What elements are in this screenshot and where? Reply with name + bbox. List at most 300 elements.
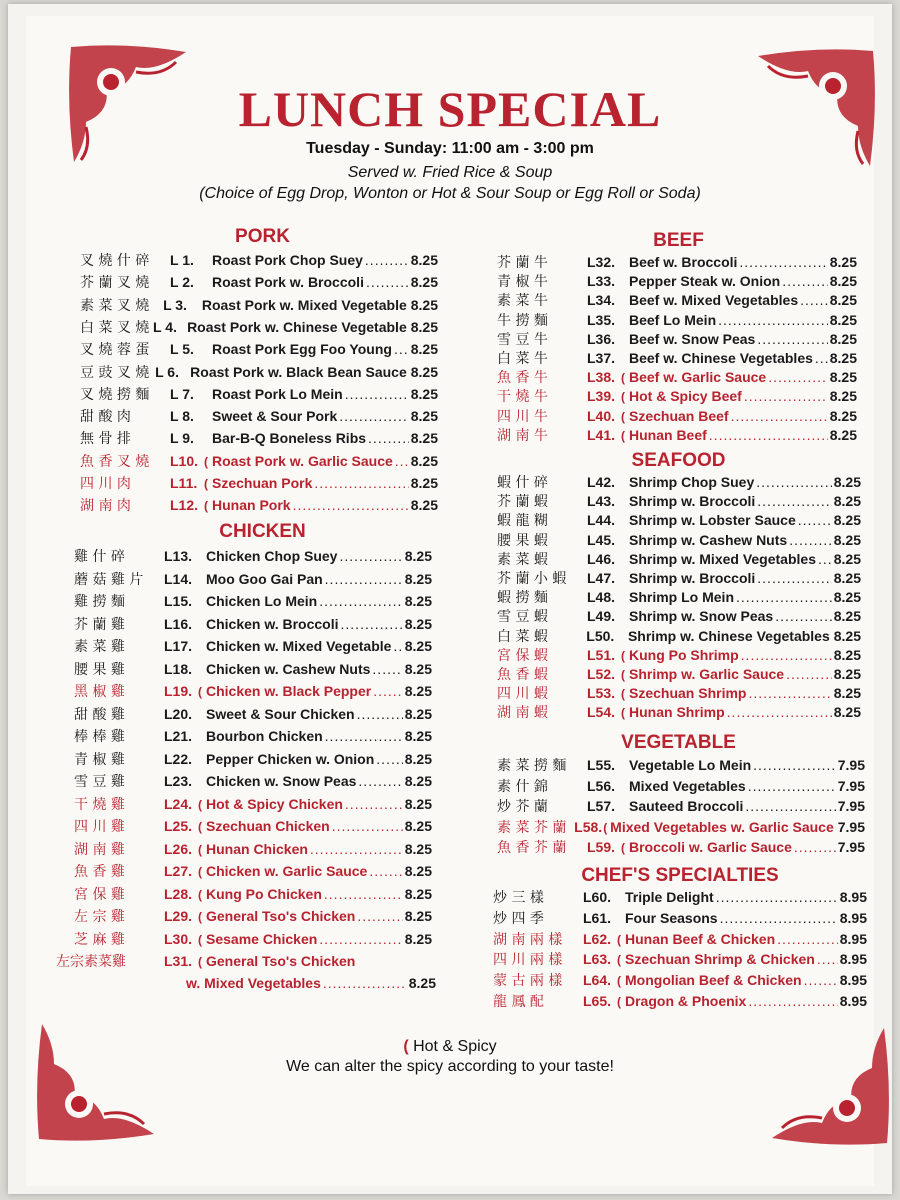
chinese-name: 素 菜 芥 蘭: [497, 819, 567, 836]
item-name: Sweet & Sour Chicken: [206, 705, 355, 722]
item-code: L25.: [164, 818, 193, 834]
dot-leader: [782, 273, 828, 289]
chinese-name: 芥 蘭 蝦: [497, 494, 548, 511]
section-title-vegetable: VEGETABLE: [621, 732, 736, 753]
chinese-name: 腰 果 雞: [74, 661, 125, 678]
menu-item-l27: [74, 861, 432, 881]
item-price: 8.25: [833, 704, 861, 721]
menu-item-l50: [497, 626, 861, 646]
dot-leader: [332, 818, 403, 834]
item-name: Vegetable Lo Mein: [629, 757, 752, 773]
dot-leader: [394, 341, 409, 357]
menu-item-l49: [497, 606, 861, 626]
chinese-name: 芥 蘭 小 蝦: [497, 571, 567, 587]
dot-leader: [345, 386, 409, 402]
item-code: L62.: [583, 930, 612, 947]
menu-item-l11: [80, 473, 438, 493]
section-title-chicken: CHICKEN: [219, 521, 306, 542]
item-code: L57.: [587, 798, 616, 814]
dot-leader: [314, 475, 408, 491]
item-name: Pepper Steak w. Onion: [629, 273, 781, 290]
item-name: Roast Pork w. Mixed Vegetable: [201, 296, 407, 313]
item-price: 8.95: [839, 951, 867, 968]
menu-item-l5: [80, 339, 438, 359]
item-price: 8.25: [404, 930, 432, 947]
menu-item-l13: [74, 546, 432, 566]
menu-item-l54: [497, 702, 861, 722]
dot-leader: [357, 706, 403, 722]
item-name: Szechuan Shrimp & Chicken: [625, 951, 815, 968]
dot-leader: [748, 685, 831, 701]
dot-leader: [804, 972, 838, 988]
dot-leader: [817, 951, 838, 967]
item-name: Shrimp w. Broccoli: [629, 570, 756, 586]
menu-item-l14: [74, 569, 432, 589]
chinese-name: 芥 蘭 牛: [497, 255, 548, 271]
chinese-name: 干 燒 雞: [74, 796, 125, 813]
chili-pepper-icon: (: [621, 409, 625, 424]
item-code: L52.: [587, 666, 616, 682]
item-name: Beef w. Mixed Vegetables: [629, 292, 799, 309]
item-code: L46.: [587, 550, 616, 567]
menu-item-l20: [74, 704, 432, 724]
item-name: Broccoli w. Garlic Sauce: [629, 839, 792, 855]
menu-item-l37: [497, 348, 857, 368]
chinese-name: 湖 南 雞: [74, 841, 125, 858]
chinese-name: 牛 撈 麵: [497, 312, 548, 329]
dot-leader: [731, 408, 828, 424]
dot-leader: [325, 728, 403, 744]
menu-item-l10: [80, 451, 438, 471]
menu-item-l12: [80, 495, 438, 515]
menu-item-l19: [74, 681, 432, 701]
item-price: 7.95: [837, 818, 865, 835]
chili-pepper-icon: (: [603, 820, 608, 835]
menu-item-l44: [497, 510, 861, 530]
menu-item-l61: [493, 908, 867, 928]
dot-leader: [718, 312, 828, 328]
chinese-name: 蝦 什 碎: [497, 475, 548, 491]
dot-leader: [310, 841, 403, 857]
chinese-name: 雞 什 碎: [74, 549, 125, 565]
chinese-name: 甜 酸 雞: [74, 706, 125, 723]
dot-leader: [365, 252, 409, 268]
chinese-name: 叉 燒 什 碎: [80, 253, 150, 269]
dot-leader: [744, 388, 828, 404]
chinese-name: 炒 四 季: [493, 910, 544, 927]
item-name: Shrimp w. Broccoli: [629, 493, 756, 510]
item-price: 8.25: [829, 292, 857, 309]
chili-pepper-icon: (: [621, 706, 625, 721]
menu-item-l47: [497, 568, 861, 588]
menu-item-l28: [74, 884, 432, 904]
item-price: 8.25: [829, 254, 857, 270]
menu-item-l40: [497, 406, 857, 426]
chinese-name: 素 菜 蝦: [497, 551, 548, 568]
menu-item-l43: [497, 491, 861, 511]
chili-pepper-icon: (: [204, 454, 208, 469]
item-price: 8.25: [404, 570, 432, 587]
lunch-hours: Tuesday - Sunday: 11:00 am - 3:00 pm: [306, 140, 594, 157]
dot-leader: [325, 571, 403, 587]
item-name: Hot & Spicy Chicken: [206, 795, 343, 812]
menu-item-l56: [497, 776, 865, 796]
spice-note: We can alter the spicy according to your taste!: [286, 1058, 614, 1075]
item-name: Roast Pork w. Broccoli: [212, 274, 364, 291]
menu-item-l41: [497, 425, 857, 445]
item-name: Shrimp w. Garlic Sauce: [629, 666, 785, 682]
dot-leader: [800, 292, 828, 308]
menu-item-l58: [497, 817, 865, 837]
dot-leader: [373, 683, 403, 699]
chinese-name: 宮 保 蝦: [497, 647, 548, 664]
item-code: L50.: [586, 627, 615, 644]
item-price: 8.25: [410, 452, 438, 469]
chinese-name: 叉 燒 蓉 蛋: [80, 342, 150, 359]
item-name: Beef w. Snow Peas: [629, 330, 756, 347]
item-code: L42.: [587, 474, 616, 490]
item-code: L60.: [583, 889, 612, 905]
dot-leader: [376, 751, 402, 767]
floral-corner-ornament-icon: [34, 1014, 164, 1144]
dot-leader: [358, 773, 402, 789]
item-code: L32.: [587, 254, 616, 270]
dot-leader: [324, 886, 403, 902]
item-price: 8.95: [839, 972, 867, 989]
item-code: L61.: [583, 909, 612, 926]
dot-leader: [768, 369, 828, 385]
item-price: 8.25: [829, 388, 857, 405]
menu-item-l57: [497, 796, 865, 816]
chinese-name: 魚 香 叉 燒: [80, 453, 150, 470]
item-price: 8.25: [404, 705, 432, 722]
item-price: 8.25: [833, 512, 861, 529]
item-code: L16.: [164, 615, 193, 632]
item-price: 8.25: [833, 531, 861, 548]
menu-item-l8: [80, 406, 438, 426]
item-code: L 4.: [153, 318, 177, 335]
chili-pepper-icon: (: [621, 841, 625, 855]
item-name: Hunan Shrimp: [629, 704, 725, 721]
item-price: 8.25: [410, 341, 438, 358]
item-name: Szechuan Beef: [629, 407, 729, 424]
item-name: General Tso's Chicken: [206, 908, 356, 924]
item-price: 8.95: [839, 909, 867, 926]
dot-leader: [748, 778, 836, 794]
item-code: L38.: [587, 369, 616, 386]
chinese-name: 湖 南 蝦: [497, 705, 548, 722]
chinese-name: 白 菜 叉 燒: [80, 319, 150, 336]
menu-item-l6: [80, 362, 438, 382]
chinese-name: 芝 麻 雞: [74, 931, 125, 948]
item-name: Dragon & Phoenix: [625, 993, 747, 1009]
chili-pepper-icon: (: [198, 932, 202, 947]
chinese-name: 湖 南 肉: [80, 498, 131, 515]
chili-pepper-icon: (: [198, 842, 202, 857]
chinese-name: 湖 南 兩 樣: [493, 931, 563, 948]
chili-pepper-icon: (: [621, 390, 625, 405]
item-price: 8.25: [404, 795, 432, 812]
chinese-name: 四 川 肉: [80, 476, 131, 492]
item-code: L20.: [164, 705, 193, 722]
dot-leader: [319, 593, 403, 609]
item-name: Shrimp w. Snow Peas: [629, 608, 774, 625]
chinese-name: 蘑 菇 雞 片: [74, 571, 144, 588]
menu-item-l36: [497, 329, 857, 349]
item-code: L23.: [164, 773, 193, 789]
item-code: L17.: [164, 638, 193, 654]
menu-item-l46: [497, 549, 861, 569]
item-code: L28.: [164, 885, 193, 902]
chinese-name: 雪 豆 蝦: [497, 609, 548, 626]
item-price: 8.25: [410, 385, 438, 402]
chinese-name: 魚 香 牛: [497, 370, 548, 387]
menu-item-l17: [74, 636, 432, 656]
item-name: Roast Pork w. Black Bean Sauce: [190, 363, 407, 380]
item-code: L10.: [170, 452, 199, 469]
item-price: 7.95: [837, 777, 865, 794]
chili-pepper-icon: (: [204, 499, 208, 514]
item-code: L26.: [164, 840, 193, 857]
menu-item-l34: [497, 290, 857, 310]
item-name: Roast Pork Chop Suey: [212, 252, 363, 268]
chinese-name: 四 川 兩 樣: [493, 952, 563, 969]
menu-item-l39: [497, 386, 857, 406]
dot-leader: [748, 993, 837, 1009]
item-price: 8.25: [829, 407, 857, 424]
item-code: L59.: [587, 839, 616, 855]
menu-item-l42: [497, 472, 861, 492]
menu-item-l32: [497, 252, 857, 272]
item-code: L14.: [164, 570, 193, 587]
item-name: Roast Pork Egg Foo Young: [212, 341, 392, 358]
chili-pepper-icon: (: [198, 797, 202, 812]
chinese-name: 魚 香 芥 蘭: [497, 840, 567, 856]
chinese-name: 叉 燒 撈 麵: [80, 386, 150, 403]
item-name: Bourbon Chicken: [206, 728, 323, 744]
menu-item-l45: [497, 530, 861, 550]
menu-item-l64: [493, 970, 867, 990]
item-code: L 6.: [155, 363, 179, 380]
item-code: L18.: [164, 660, 193, 677]
menu-title: LUNCH SPECIAL: [238, 81, 662, 137]
item-name: Kung Po Chicken: [206, 885, 322, 902]
item-price: 8.25: [833, 608, 861, 625]
item-price: 8.25: [404, 908, 432, 924]
item-code: L47.: [587, 570, 616, 586]
item-price: 8.95: [839, 889, 867, 905]
chinese-name: 蒙 古 兩 樣: [493, 973, 563, 990]
item-price: 8.25: [410, 408, 438, 425]
item-name: Shrimp w. Mixed Vegetables: [629, 550, 816, 567]
item-name: Chicken w. Snow Peas: [206, 773, 357, 789]
item-code: L30.: [164, 930, 193, 947]
item-code: L39.: [587, 388, 616, 405]
dot-leader: [341, 616, 403, 632]
menu-item-l33: [497, 271, 857, 291]
menu-item-l51: [497, 645, 861, 665]
chinese-name: 四 川 蝦: [497, 686, 548, 703]
dot-leader: [339, 548, 402, 564]
item-name: Four Seasons: [625, 909, 718, 926]
dot-leader: [727, 704, 832, 720]
item-code: L49.: [587, 608, 616, 625]
menu-item-l38: [497, 367, 857, 387]
item-name: Beef w. Broccoli: [629, 254, 738, 270]
menu-item-l25: [74, 816, 432, 836]
item-code: L 1.: [170, 252, 194, 268]
chinese-name: 干 燒 牛: [497, 389, 548, 406]
item-price: 8.25: [833, 493, 861, 510]
item-name-line2: w. Mixed Vegetables: [186, 975, 321, 991]
item-price: 8.25: [404, 818, 432, 834]
item-code: L64.: [583, 972, 612, 989]
item-code: L27.: [164, 863, 193, 879]
dot-leader: [798, 512, 832, 528]
chinese-name: 湖 南 牛: [497, 427, 548, 444]
chili-pepper-icon: (: [617, 953, 621, 968]
dot-leader: [357, 908, 402, 924]
chili-pepper-icon: (: [198, 887, 202, 902]
item-name: Mixed Vegetables: [629, 777, 746, 794]
item-name: Chicken Lo Mein: [206, 593, 318, 609]
dot-leader: [369, 863, 402, 879]
dot-leader: [366, 274, 409, 290]
item-name: General Tso's Chicken: [206, 953, 356, 969]
item-price: 8.25: [833, 550, 861, 567]
item-code: L40.: [587, 407, 616, 424]
chili-pepper-icon: (: [621, 371, 625, 386]
menu-item-l59: [497, 837, 865, 857]
item-price: 8.25: [408, 975, 436, 991]
item-code: L34.: [587, 292, 616, 309]
item-price: 8.25: [410, 363, 438, 380]
dot-leader: [293, 497, 409, 513]
item-name: Chicken w. Garlic Sauce: [206, 863, 368, 879]
item-code: L55.: [587, 757, 616, 773]
menu-item-l30: [74, 929, 432, 949]
dot-leader: [716, 889, 838, 905]
item-code: L51.: [587, 646, 616, 663]
dot-leader: [786, 666, 832, 682]
item-name: Chicken w. Cashew Nuts: [206, 660, 371, 677]
dot-leader: [709, 427, 828, 443]
chinese-name: 素 菜 撈 麵: [497, 758, 567, 774]
item-name: Hunan Beef & Chicken: [625, 930, 776, 947]
chinese-name: 腰 果 蝦: [497, 532, 548, 549]
item-price: 8.25: [404, 683, 432, 699]
chili-pepper-icon: (: [621, 687, 625, 702]
menu-item-l1: [80, 250, 438, 270]
item-code: L37.: [587, 350, 616, 366]
chinese-name: 白 菜 牛: [497, 351, 548, 367]
menu-item-l29: [74, 906, 432, 926]
chinese-name: 魚 香 蝦: [497, 667, 548, 683]
item-name: Sweet & Sour Pork: [212, 408, 338, 425]
chinese-name: 豆 豉 叉 燒: [80, 364, 150, 381]
menu-item-l31: [56, 951, 432, 971]
menu-item-l55: [497, 755, 865, 775]
served-with: Served w. Fried Rice & Soup: [347, 164, 553, 181]
item-price: 8.25: [829, 426, 857, 443]
menu-item-l63: [493, 949, 867, 969]
chinese-name: 蝦 龍 糊: [497, 513, 548, 530]
menu-item-l62: [493, 929, 867, 949]
item-price: 8.25: [410, 296, 438, 313]
item-code: L 7.: [170, 385, 194, 402]
chinese-name: 雪 豆 牛: [497, 331, 548, 348]
chinese-name: 芥 蘭 叉 燒: [80, 275, 150, 292]
dot-leader: [339, 408, 408, 424]
item-name: Roast Pork w. Chinese Vegetable: [187, 318, 407, 335]
menu-item-l26: [74, 839, 432, 859]
menu-item-continuation: [186, 975, 436, 991]
item-name: Chicken w. Mixed Vegetable: [206, 638, 392, 654]
chinese-name: 青 椒 牛: [497, 274, 548, 291]
menu-item-l7: [80, 384, 438, 404]
item-code: L 9.: [170, 430, 194, 447]
item-code: L21.: [164, 728, 193, 744]
chili-pepper-icon: (: [617, 995, 621, 1009]
menu-item-l22: [74, 749, 432, 769]
dot-leader: [756, 474, 832, 490]
item-price: 8.25: [833, 666, 861, 682]
dot-leader: [393, 638, 402, 654]
menu-item-l3: [80, 295, 438, 315]
menu-item-l4: [80, 317, 438, 337]
item-name: Shrimp w. Chinese Vegetables: [627, 627, 830, 644]
item-price: 8.25: [829, 369, 857, 386]
dot-leader: [368, 430, 409, 446]
chinese-name: 素 菜 叉 燒: [80, 297, 150, 314]
dot-leader: [818, 551, 832, 567]
chili-pepper-icon: (: [621, 668, 625, 682]
item-code: L35.: [587, 311, 616, 328]
item-name: Pepper Chicken w. Onion: [206, 750, 375, 767]
item-code: L29.: [164, 908, 193, 924]
dot-leader: [741, 647, 832, 663]
item-name: Bar-B-Q Boneless Ribs: [212, 430, 367, 447]
item-price: 8.25: [404, 885, 432, 902]
menu-item-l9: [80, 428, 438, 448]
section-title-pork: PORK: [235, 226, 290, 247]
item-price: 8.25: [833, 685, 861, 702]
dot-leader: [739, 254, 827, 270]
item-price: 8.25: [404, 863, 432, 879]
item-price: 8.25: [833, 589, 861, 606]
chili-pepper-icon: (: [617, 932, 621, 947]
chinese-name: 炒 三 樣: [493, 890, 544, 906]
item-name: Hunan Chicken: [206, 840, 308, 857]
chinese-name: 素 菜 牛: [497, 293, 548, 310]
chinese-name: 龍 鳳 配: [493, 994, 544, 1010]
item-name: Szechuan Shrimp: [629, 685, 747, 702]
item-name: Hunan Pork: [212, 497, 291, 514]
item-price: 8.95: [839, 993, 867, 1009]
soup-choice: (Choice of Egg Drop, Wonton or Hot & Sour Soup or Egg Roll or Soda): [199, 185, 701, 202]
item-name: Roast Pork Lo Mein: [212, 385, 343, 402]
menu-item-l35: [497, 310, 857, 330]
chinese-name: 甜 酸 肉: [80, 409, 131, 426]
chili-pepper-icon: (: [621, 648, 625, 663]
item-code: L 2.: [170, 274, 194, 291]
item-code: L 3.: [163, 296, 187, 313]
item-name: Moo Goo Gai Pan: [206, 570, 323, 587]
item-name: Chicken w. Black Pepper: [206, 683, 372, 699]
chinese-name: 白 菜 蝦: [497, 628, 548, 645]
item-code: L43.: [587, 493, 616, 510]
dot-leader: [319, 931, 402, 947]
